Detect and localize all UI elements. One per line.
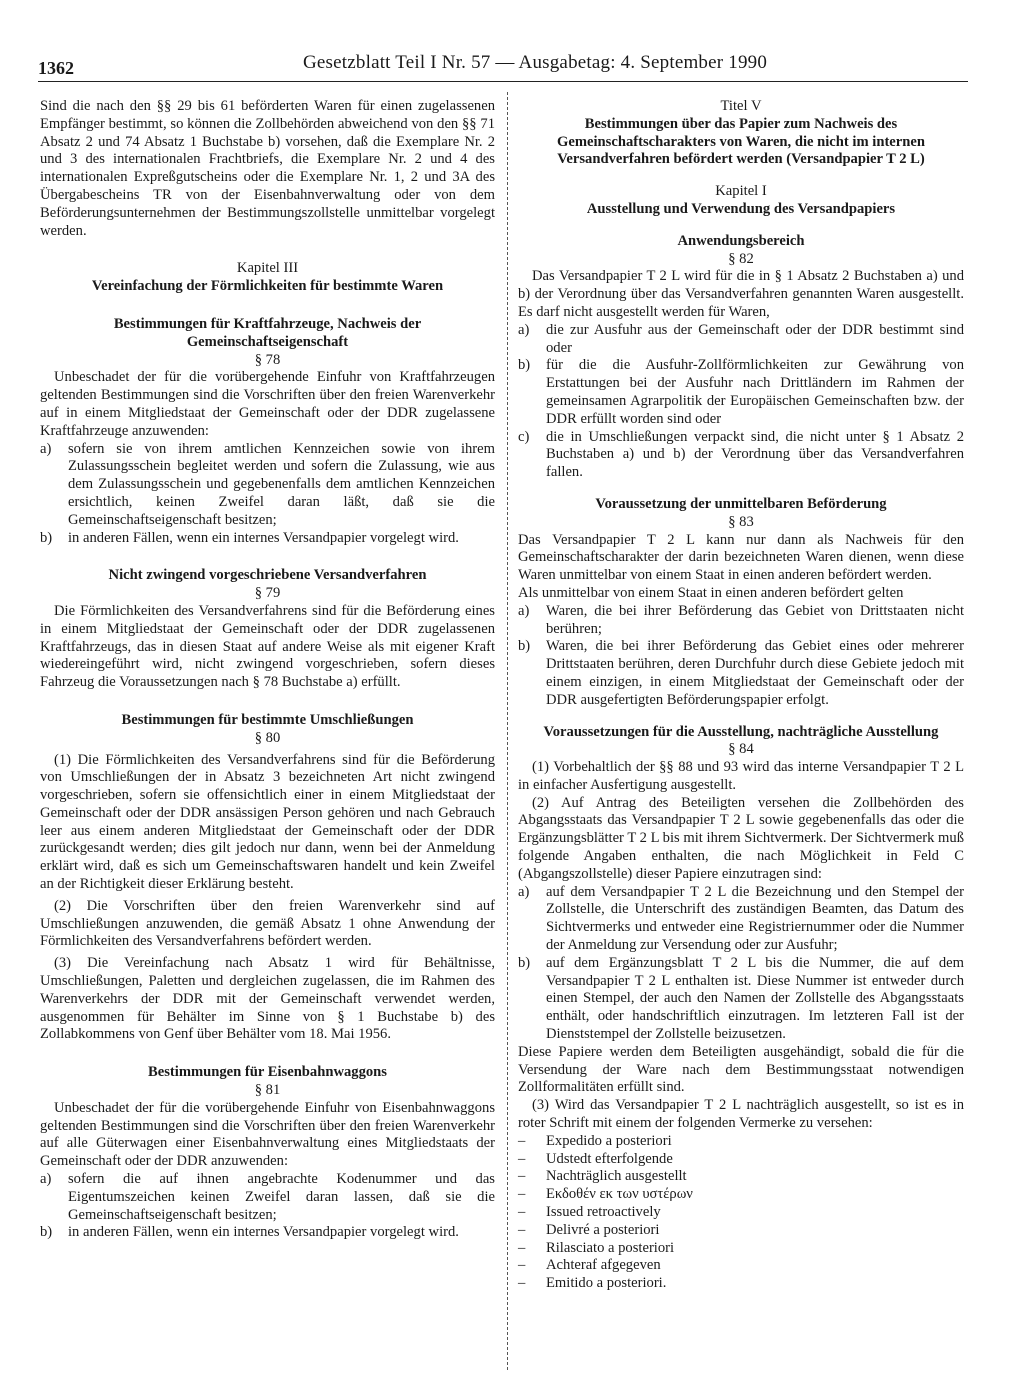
left-column [40,98,495,1242]
list-item [518,1168,964,1186]
page-header [38,50,968,80]
s84-paragraph-2: (2) Auf Antrag des Beteiligten versehen die Zollbehörden des Abgangsstaats das Versandpapier T 2 L sowie gegebenenfalls das oder die Ergänzungsblätter T 2 L bis mit ihrem Sichtvermerk. Der Sichtvermerk muß folgende Angaben enthalten, die nach Möglichkeit in Feld C (Abgangszollstelle) dieser Papiere einzutragen sind: [518,794,964,882]
list-item [40,530,495,548]
s84-paragraph-3: (3) Wird das Versandpapier T 2 L nachträglich ausgestellt, so ist es in roter Schrift mit einem der folgenden Vermerke zu versehen: [518,1097,964,1132]
list-marker: b) [518,638,531,655]
list-marker: – [518,1221,526,1238]
s82-list [518,322,964,482]
list-text: Issued retroactively [546,1204,661,1221]
list-item [40,1171,495,1224]
right-column [518,98,964,1293]
column-divider [507,92,508,1370]
list-marker: c) [518,428,530,445]
titel-5-title: Bestimmungen über das Papier zum Nachweis des Gemeinschaftscharakters von Waren, die nicht im internen Versandverfahren befördert werden (Versandpapier T 2 L) [557,115,925,168]
list-marker: – [518,1257,526,1274]
list-marker: – [518,1186,526,1203]
list-item [518,1222,964,1240]
s81-number: § 81 [254,1082,281,1099]
list-text: auf dem Versandpapier T 2 L die Bezeichnung und den Stempel der Zollstelle, die Unterschrift des zuständigen Beamten, das Datum des Sichtvermerks und entweder eine Registriernummer oder die Nummer der Anmeldung zur Versendung oder zur Ausfuhr; [546,883,964,954]
s78-number: § 78 [254,351,281,368]
list-text: in anderen Fällen, wenn ein internes Versandpapier vorgelegt wird. [68,529,459,546]
list-text: Nachträglich ausgestellt [546,1168,687,1185]
list-text: Emitido a posteriori. [546,1275,667,1292]
list-marker: – [518,1275,526,1292]
list-text: Achteraf afgegeven [546,1257,661,1274]
s80-number: § 80 [254,729,281,746]
s84-paragraph-1: (1) Vorbehaltlich der §§ 88 und 93 wird das interne Versandpapier T 2 L in einfacher Ausfertigung ausgestellt. [518,759,964,793]
s84-list [518,884,964,1044]
list-text: Expedido a posteriori [546,1132,672,1149]
page-number: 1362 [38,58,74,78]
header-rule [38,81,968,82]
list-marker: – [518,1132,526,1149]
list-text: Waren, die bei ihrer Beförderung das Gebiet eines oder mehrerer Drittstaaten berühren, deren Durchfuhr durch diese Gebiete jedoch mit einem einzigen, in einem Mitgliedstaat der Gemeinschaft oder der DDR ausgefertigten Beförderungspapier erfolgt. [546,638,964,708]
list-item [518,1240,964,1258]
list-item [518,357,964,428]
list-item [518,322,964,358]
list-item [518,638,964,709]
list-item [518,1275,964,1293]
list-marker: a) [518,883,530,900]
list-item [518,1151,964,1169]
list-item [518,1186,964,1204]
s83-number: § 83 [728,513,754,530]
list-text: die in Umschließungen verpackt sind, die nicht unter § 1 Absatz 2 Buchstaben a) und b) der Verordnung über das Versandverfahren fallen. [546,428,964,481]
kapitel-3-label: Kapitel III [236,260,299,277]
list-item [518,1257,964,1275]
s82-number: § 82 [728,250,754,267]
list-marker: a) [40,440,52,457]
list-item [40,1224,495,1242]
s83-text-2: Als unmittelbar von einem Staat in einen anderen befördert gelten [518,584,904,601]
titel-5-label: Titel V [720,98,762,114]
list-item [518,1204,964,1222]
list-text: die zur Ausfuhr aus der Gemeinschaft oder der DDR bestimmt sind oder [546,321,964,356]
s80-paragraph-2: (2) Die Vorschriften über den freien Warenverkehr sind auf Umschließungen anzuwenden, die gemäß Absatz 1 ohne Anwendung der Förmlichkeiten des Versandverfahrens befördert werden. [40,897,495,950]
s83-list [518,603,964,710]
s79-heading: Nicht zwingend vorgeschriebene Versandverfahren [108,567,427,584]
list-text: Waren, die bei ihrer Beförderung das Gebiet von Drittstaaten nicht berühren; [546,602,964,637]
list-marker: a) [518,321,530,338]
s84-paragraph-2-tail: Diese Papiere werden dem Beteiligten ausgehändigt, sobald die für die Versendung der Ware nach dem Bestimmungsstaat notwendigen Zollformalitäten erfüllt sind. [518,1043,964,1096]
kapitel-1-title: Ausstellung und Verwendung des Versandpapiers [586,200,896,217]
list-item [518,884,964,955]
s80-paragraph-1: (1) Die Förmlichkeiten des Versandverfahrens sind für die Beförderung von Umschließungen der in Absatz 3 bezeichneten Art nicht zwingend vorgeschrieben, sofern sie offensichtlich einer in einem Mitgliedstaat der Gemeinschaft oder der DDR ansässigen Person gehören und nach Gebrauch leer aus einem anderen Mitgliedstaat der Gemeinschaft oder der DDR zurückgesandt werden; dies gilt jedoch nur dann, wenn bei der Anmeldung erklärt wird, daß es sich um Gemeinschaftswaren handelt und kein Zweifel an der Richtigkeit dieser Erklärung besteht. [40,751,495,893]
list-marker: – [518,1168,526,1185]
list-item [518,603,964,639]
intro-paragraph: Sind die nach den §§ 29 bis 61 beförderten Waren für einen zugelassenen Empfänger bestimmt, so können die Zollbehörden abweichend von den §§ 71 Absatz 2 und 74 Absatz 1 Buchstabe b) vorsehen, daß die Exemplare Nr. 2 und 3 des internationalen Frachtbriefs, die Exemplare Nr. 2 und 4 des internationalen Expreßgutscheins oder die Exemplare Nr. 1, 2 und 3A des Übergabescheins TR von der Eisenbahnverwaltung oder von dem Beförderungsunternehmen der Bestimmungszollstelle unmittelbar vorgelegt werden. [40,98,495,239]
list-text: in anderen Fällen, wenn ein internes Versandpapier vorgelegt wird. [68,1224,459,1241]
s78-text: Unbeschadet der für die vorübergehende Einfuhr von Kraftfahrzeugen geltenden Bestimmungen sind die Vorschriften über den freien Warenverkehr auf in einem Mitgliedstaat der Gemeinschaft oder der DDR zugelassene Kraftfahrzeuge anzuwenden: [40,369,495,439]
list-text: auf dem Ergänzungsblatt T 2 L bis die Nummer, die auf dem Versandpapier T 2 L enthalten ist. Diese Nummer ist entweder durch einen Stempel, der auch den Namen der Zollstelle des Abgangsstaats enthält, oder handschriftlich einzutragen. Im letzteren Fall ist der Dienststempel der Zollstelle beizusetzen. [546,954,964,1043]
list-item [40,441,495,530]
list-text: Udstedt efterfolgende [546,1150,673,1167]
list-item [518,429,964,482]
s81-heading: Bestimmungen für Eisenbahnwaggons [148,1064,387,1081]
s82-heading: Anwendungsbereich [677,232,805,249]
list-marker: a) [518,602,530,619]
list-text: sofern sie von ihrem amtlichen Kennzeichen sowie von ihrem Zulassungsschein begleitet werden und sofern die Zulassung, wie aus dem Zulassungsschein und gegebenenfalls dem amtlichen Kennzeichen ersichtlich, keinen Zweifel daran läßt, daß sie die Gemeinschaftseigenschaft besitzen; [68,440,495,528]
list-marker: a) [40,1171,52,1188]
kapitel-1-label: Kapitel I [715,183,767,200]
gazette-title: Gesetzblatt Teil I Nr. 57 — Ausgabetag: 4. September 1990 [303,52,768,73]
s84-number: § 84 [728,741,754,758]
list-marker: b) [518,954,531,971]
s79-text: Die Förmlichkeiten des Versandverfahrens sind für die Beförderung eines in einem Mitgliedstaat der Gemeinschaft oder der DDR zugelassenen Kraftfahrzeugs, das in diesen Staat auf andere Weise als mit eigener Kraft wiedereingeführt wird, nicht zwingend vorgeschrieben, sofern dieses Fahrzeug die Voraussetzungen nach § 78 Buchstabe a) erfüllt. [40,602,495,691]
s84-heading: Voraussetzungen für die Ausstellung, nachträgliche Ausstellung [543,723,939,740]
list-item [518,1133,964,1151]
list-marker: b) [40,529,53,546]
list-marker: b) [40,1224,53,1241]
s80-heading: Bestimmungen für bestimmte Umschließungen [121,711,414,728]
kapitel-3-title: Vereinfachung der Förmlichkeiten für bestimmte Waren [91,278,444,295]
list-text: sofern die auf ihnen angebrachte Kodenummer und das Eigentumszeichen keinen Zweifel daran lassen, daß sie die Gemeinschaftseigenschaft besitzen; [68,1171,495,1223]
list-marker: – [518,1204,526,1221]
list-text: Εκδοθέν εκ των υστέρων [546,1186,693,1203]
list-marker: – [518,1239,526,1256]
s79-number: § 79 [254,585,281,602]
list-text: Rilasciato a posteriori [546,1239,675,1256]
s82-text: Das Versandpapier T 2 L wird für die in § 1 Absatz 2 Buchstaben a) und b) der Verordnung über das Versandverfahren genannten Waren ausgestellt. Es darf nicht ausgestellt werden für Waren, [518,268,964,320]
vermerke-list [518,1133,964,1293]
list-text: für die die Ausfuhr-Zollförmlichkeiten zur Gewährung von Erstattungen bei der Ausfuhr nach Drittländern im Rahmen der gemeinsamen Agrarpolitik der Europäischen Gemeinschaften bzw. der DDR erfüllt worden sind oder [546,357,964,427]
s80-paragraph-3: (3) Die Vereinfachung nach Absatz 1 wird für Behältnisse, Umschließungen, Paletten und dergleichen zugelassen, die im Rahmen des Warenverkehrs der DDR mit der Gemeinschaft verwendet werden, ausgenommen für Behälter im Sinne von § 1 Buchstabe b) des Zollabkommens von Genf über Behälter vom 18. Mai 1956. [40,955,495,1043]
s78-heading: Bestimmungen für Kraftfahrzeuge, Nachweis der Gemeinschaftseigenschaft [113,315,422,350]
list-marker: b) [518,357,531,374]
s83-heading: Voraussetzung der unmittelbaren Beförderung [595,495,887,512]
s83-text-1: Das Versandpapier T 2 L kann nur dann als Nachweis für den Gemeinschaftscharakter der darin bezeichneten Waren dienen, wenn diese Waren unmittelbar von einem Staat in einen anderen befördert werden. [518,531,964,584]
s81-list [40,1171,495,1242]
list-text: Delivré a posteriori [546,1221,660,1238]
s81-text: Unbeschadet der für die vorübergehende Einfuhr von Eisenbahnwaggons geltenden Bestimmungen sind die Vorschriften über den freien Warenverkehr auf alle Güterwagen einer Eisenbahnverwaltung eines Mitgliedstaats der Gemeinschaft oder der DDR anzuwenden: [40,1099,495,1170]
list-marker: – [518,1150,526,1167]
s78-list [40,441,495,548]
list-item [518,955,964,1044]
